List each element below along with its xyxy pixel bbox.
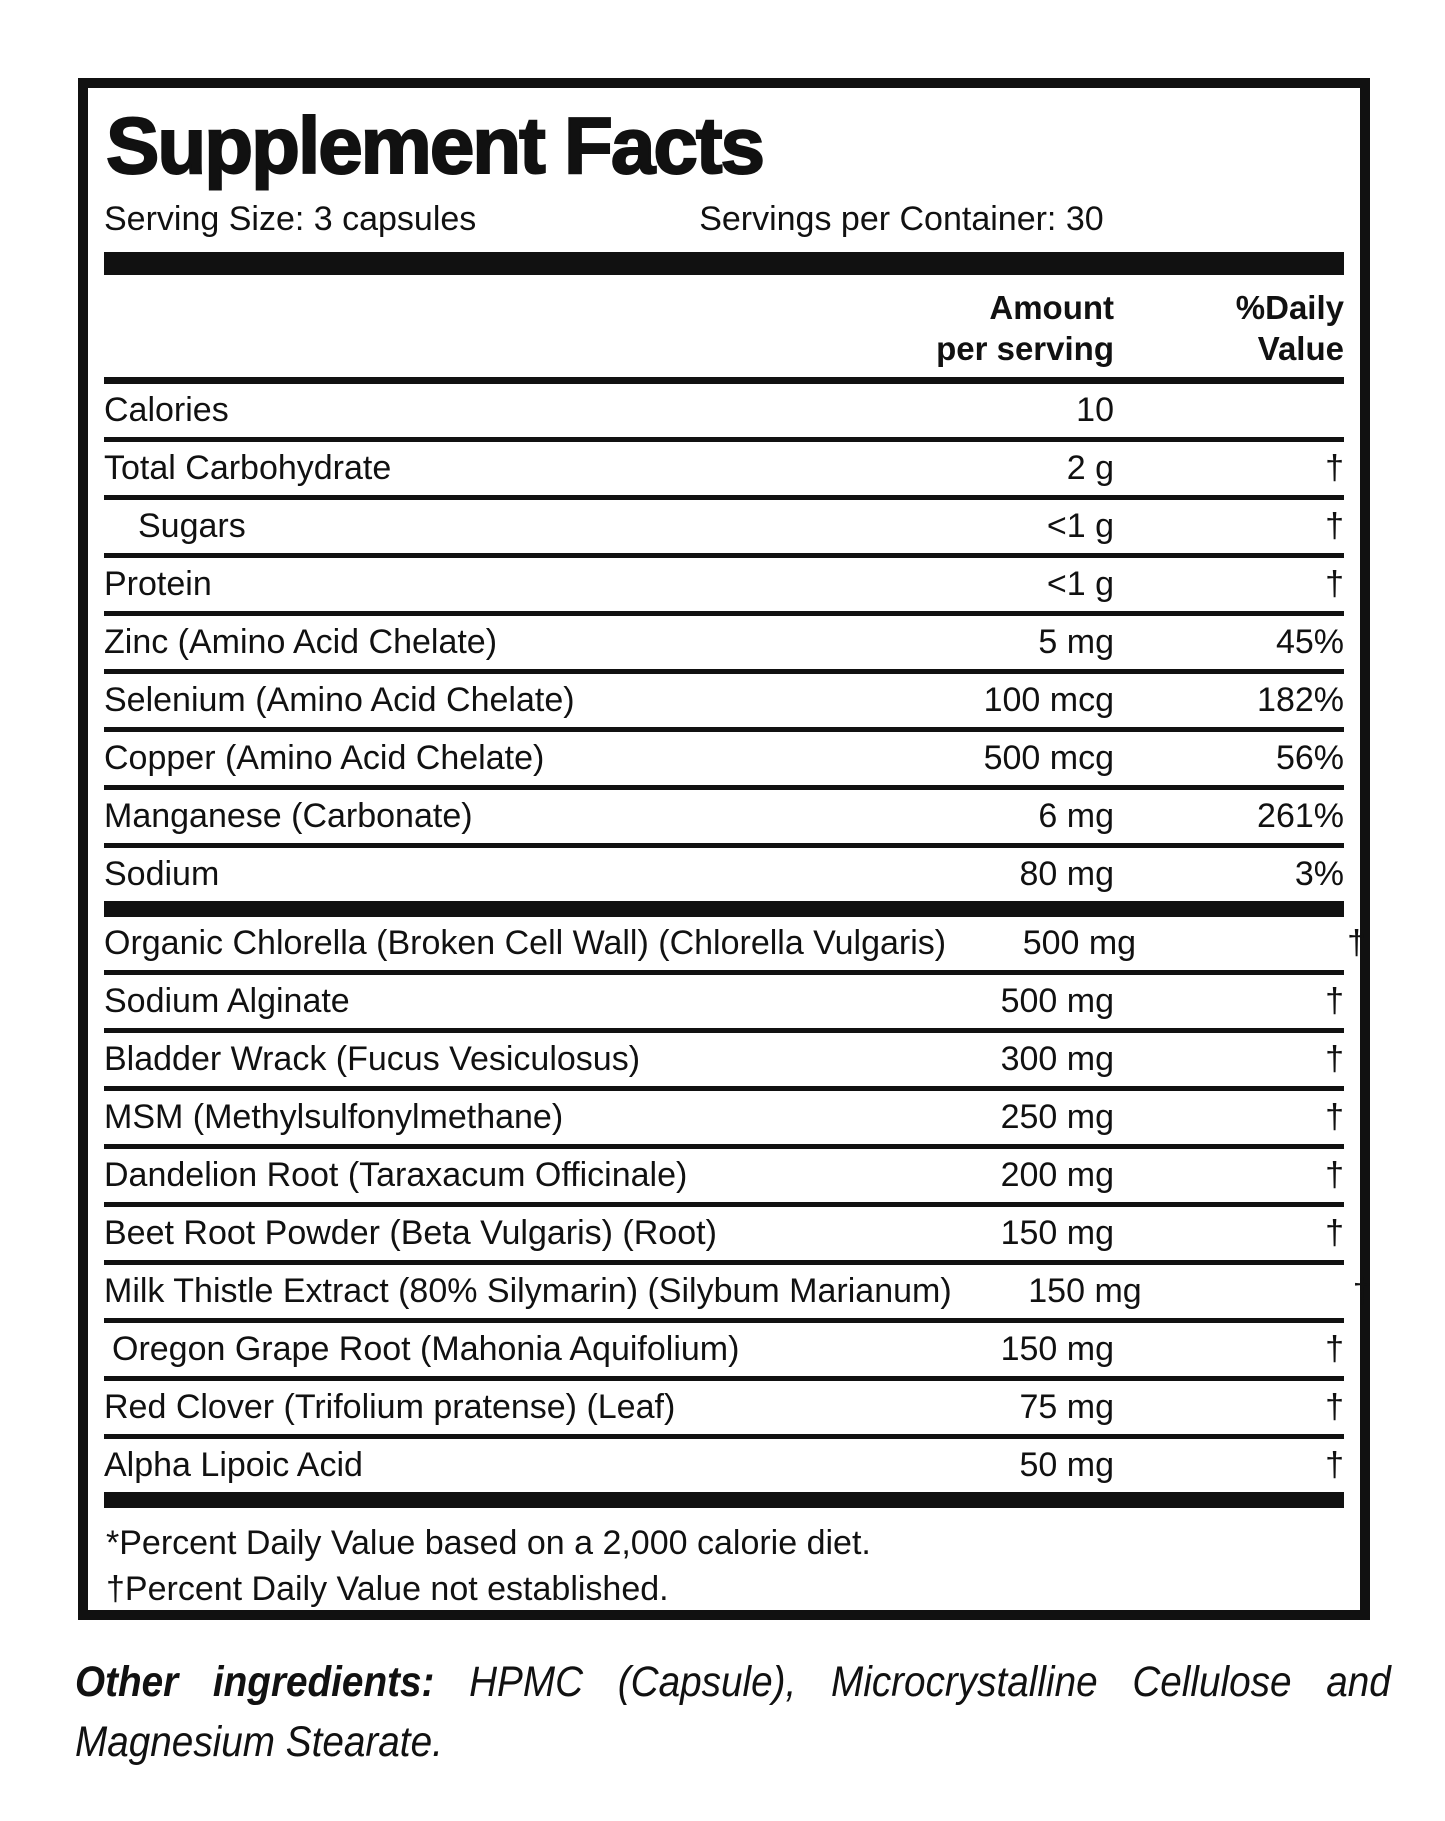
ingredient-row (104, 1202, 1344, 1260)
ingredient-daily-value: 3% (1294, 855, 1344, 893)
ingredient-row (104, 1144, 1344, 1202)
ingredient-amount: 75 mg (1019, 1388, 1114, 1426)
column-header-amount: Amount per serving (936, 289, 1114, 367)
ingredient-amount: 150 mg (1000, 1330, 1114, 1368)
ingredient-name: Manganese (Carbonate) (104, 797, 473, 835)
ingredient-name: Beet Root Powder (Beta Vulgaris) (Root) (104, 1214, 717, 1252)
ingredient-row (104, 1260, 1372, 1318)
ingredient-row (104, 669, 1344, 727)
ingredient-name: Organic Chlorella (Broken Cell Wall) (Chlorella Vulgaris) (104, 924, 947, 962)
ingredient-amount: 150 mg (1000, 1214, 1114, 1252)
column-headers (104, 275, 1344, 377)
ingredient-daily-value: † (1325, 1446, 1344, 1484)
ingredient-daily-value: † (1325, 1040, 1344, 1078)
ingredient-rows (104, 384, 1372, 1492)
footnotes (104, 1508, 1344, 1612)
footnote-divider-bar (104, 1492, 1344, 1508)
ingredient-daily-value: † (1352, 1272, 1372, 1310)
column-header-daily-value: %Daily Value (1235, 289, 1344, 367)
ingredient-daily-value: † (1325, 507, 1344, 545)
serving-size: Serving Size: 3 capsules (104, 200, 477, 238)
ingredient-row (104, 1318, 1344, 1376)
ingredient-daily-value: 261% (1257, 797, 1344, 835)
ingredient-daily-value: † (1325, 1214, 1344, 1252)
serving-info-row (104, 194, 1344, 244)
ingredient-daily-value: † (1325, 982, 1344, 1020)
ingredient-daily-value: 182% (1257, 681, 1344, 719)
ingredient-amount: 500 mcg (983, 739, 1114, 777)
ingredient-name: Protein (104, 565, 212, 603)
ingredient-row (104, 1434, 1344, 1492)
ingredient-daily-value: † (1325, 1388, 1344, 1426)
ingredient-amount: 300 mg (1000, 1040, 1114, 1078)
footnote-not-established: †Percent Daily Value not established. (106, 1570, 669, 1608)
ingredient-daily-value: 45% (1275, 623, 1344, 661)
ingredient-daily-value: † (1325, 1330, 1344, 1368)
ingredient-name: Calories (104, 391, 229, 429)
ingredient-amount: 50 mg (1019, 1446, 1114, 1484)
ingredient-row (104, 611, 1344, 669)
supplement-facts-panel (78, 78, 1370, 1620)
ingredient-amount: 150 mg (1028, 1272, 1142, 1310)
column-header-rule (104, 377, 1344, 384)
servings-per-container: Servings per Container: 30 (699, 200, 1104, 238)
ingredient-daily-value (1114, 384, 1344, 437)
ingredient-daily-value: † (1347, 924, 1367, 962)
ingredient-amount: 500 mg (1000, 982, 1114, 1020)
ingredient-name: Bladder Wrack (Fucus Vesiculosus) (104, 1040, 641, 1078)
ingredient-daily-value: † (1325, 449, 1344, 487)
ingredient-amount: 10 (1076, 391, 1114, 429)
ingredient-name: Total Carbohydrate (104, 449, 392, 487)
ingredient-name: Selenium (Amino Acid Chelate) (104, 681, 575, 719)
other-ingredients (75, 1652, 1391, 1772)
other-ingredients-lead: Other ingredients: (75, 1658, 435, 1706)
ingredient-row (104, 495, 1344, 553)
ingredient-amount: 6 mg (1038, 797, 1114, 835)
ingredient-amount: 80 mg (1019, 855, 1114, 893)
ingredient-amount: 5 mg (1038, 623, 1114, 661)
ingredient-amount: <1 g (1046, 565, 1114, 603)
ingredient-name: MSM (Methylsulfonylmethane) (104, 1098, 564, 1136)
header-divider-bar (104, 252, 1344, 275)
ingredient-amount: 2 g (1066, 449, 1114, 487)
ingredient-amount: 100 mcg (983, 681, 1114, 719)
ingredient-row (104, 437, 1344, 495)
ingredient-name: Sodium Alginate (104, 982, 350, 1020)
ingredient-amount: 200 mg (1000, 1156, 1114, 1194)
ingredient-name: Sugars (138, 507, 246, 545)
footnote-daily-value: *Percent Daily Value based on a 2,000 calorie diet. (106, 1524, 871, 1562)
ingredient-name: Red Clover (Trifolium pratense) (Leaf) (104, 1388, 676, 1426)
ingredient-row (104, 727, 1344, 785)
ingredient-name: Zinc (Amino Acid Chelate) (104, 623, 498, 661)
column-header-spacer (104, 287, 924, 369)
ingredient-amount: 500 mg (1022, 924, 1137, 962)
ingredient-name: Milk Thistle Extract (80% Silymarin) (Silybum Marianum) (104, 1272, 952, 1310)
ingredient-row (104, 843, 1344, 901)
ingredient-row (104, 970, 1344, 1028)
ingredient-row (104, 1376, 1344, 1434)
ingredient-row (104, 1028, 1344, 1086)
ingredient-row (104, 553, 1344, 611)
supplement-facts-title: Supplement Facts (106, 101, 764, 190)
ingredient-daily-value: † (1325, 565, 1344, 603)
ingredient-row (104, 901, 1367, 970)
ingredient-name: Copper (Amino Acid Chelate) (104, 739, 545, 777)
ingredient-daily-value: † (1325, 1098, 1344, 1136)
ingredient-name: Oregon Grape Root (Mahonia Aquifolium) (112, 1330, 740, 1368)
ingredient-row (104, 785, 1344, 843)
ingredient-name: Alpha Lipoic Acid (104, 1446, 363, 1484)
ingredient-daily-value: † (1325, 1156, 1344, 1194)
ingredient-row (104, 1086, 1344, 1144)
ingredient-amount: 250 mg (1000, 1098, 1114, 1136)
ingredient-name: Dandelion Root (Taraxacum Officinale) (104, 1156, 688, 1194)
other-ingredients-text: HPMC (Capsule), Microcrystalline Cellulose and Magnesium Stearate. (75, 1658, 1391, 1766)
ingredient-name: Sodium (104, 855, 220, 893)
ingredient-row (104, 384, 1344, 437)
ingredient-daily-value: 56% (1275, 739, 1344, 777)
ingredient-amount: <1 g (1046, 507, 1114, 545)
